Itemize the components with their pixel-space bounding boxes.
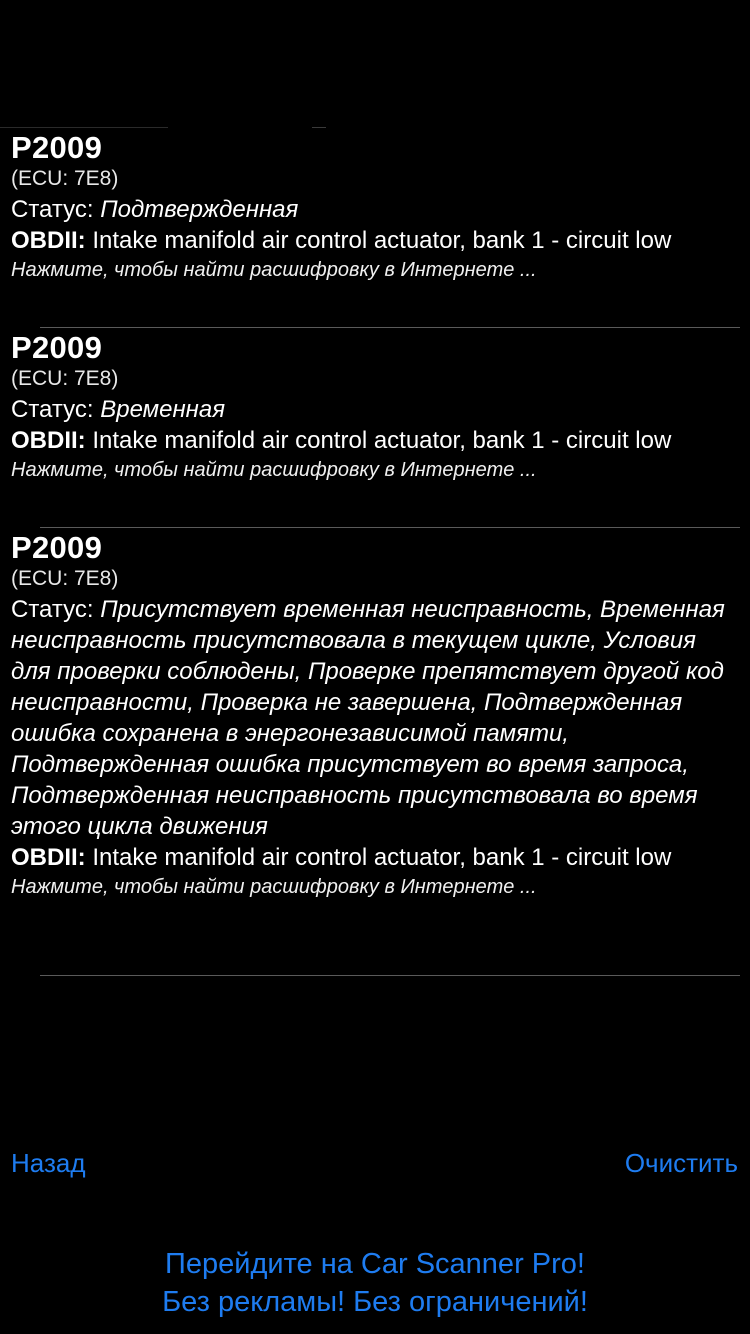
dtc-ecu: (ECU: 7E8) (11, 367, 119, 390)
dtc-status-value: Временная (100, 396, 226, 423)
dtc-ecu: (ECU: 7E8) (11, 167, 119, 190)
dtc-ecu: (ECU: 7E8) (11, 567, 119, 590)
dtc-list (0, 128, 750, 976)
promo-line-1[interactable]: Перейдите на Car Scanner Pro! (165, 1248, 585, 1280)
dtc-status-value: Подтвержденная (100, 196, 299, 223)
dtc-list-item[interactable] (0, 528, 750, 976)
promo-line-2[interactable]: Без рекламы! Без ограничений! (162, 1286, 588, 1318)
dtc-description (11, 842, 740, 873)
dtc-code: P2009 (11, 130, 103, 165)
clear-button[interactable]: Очистить (624, 1148, 738, 1178)
dtc-status-label: Статус: (11, 196, 94, 223)
dtc-description-text: Intake manifold air control actuator, bank 1 - circuit low (92, 427, 672, 454)
obd-label: OBDII: (11, 844, 86, 871)
pro-upgrade-banner[interactable] (0, 1245, 750, 1321)
dtc-description-text: Intake manifold air control actuator, bank 1 - circuit low (92, 844, 672, 871)
dtc-description (11, 425, 740, 456)
dtc-status (11, 194, 740, 225)
dtc-search-hint[interactable]: Нажмите, чтобы найти расшифровку в Интернете ... (11, 876, 537, 898)
dtc-status-label: Статус: (11, 596, 94, 623)
dtc-status-value: Присутствует временная неисправность, Временная неисправность присутствовала в текущем цикле, Условия для проверки соблюдены, Проверке препятствует другой код неисправности, Проверка не завершена, Подтвержденная ошибка сохранена в энергонезависимой памяти, Подтвержденная ошибка присутствует во время запроса, Подтвержденная неисправность присутствовала во время этого цикла движения (11, 596, 725, 840)
dtc-description (11, 225, 740, 256)
dtc-list-item[interactable] (0, 128, 750, 328)
obd-label: OBDII: (11, 427, 86, 454)
dtc-search-hint[interactable]: Нажмите, чтобы найти расшифровку в Интернете ... (11, 459, 537, 481)
row-separator (40, 975, 740, 976)
dtc-description-text: Intake manifold air control actuator, bank 1 - circuit low (92, 227, 672, 254)
dtc-status (11, 394, 740, 425)
dtc-code: P2009 (11, 530, 103, 565)
dtc-status-label: Статус: (11, 396, 94, 423)
dtc-status (11, 594, 740, 842)
back-button[interactable]: Назад (11, 1148, 86, 1178)
dtc-search-hint[interactable]: Нажмите, чтобы найти расшифровку в Интернете ... (11, 259, 537, 281)
bottom-toolbar (0, 1148, 750, 1188)
dtc-list-item[interactable] (0, 328, 750, 528)
dtc-code: P2009 (11, 330, 103, 365)
obd-label: OBDII: (11, 227, 86, 254)
